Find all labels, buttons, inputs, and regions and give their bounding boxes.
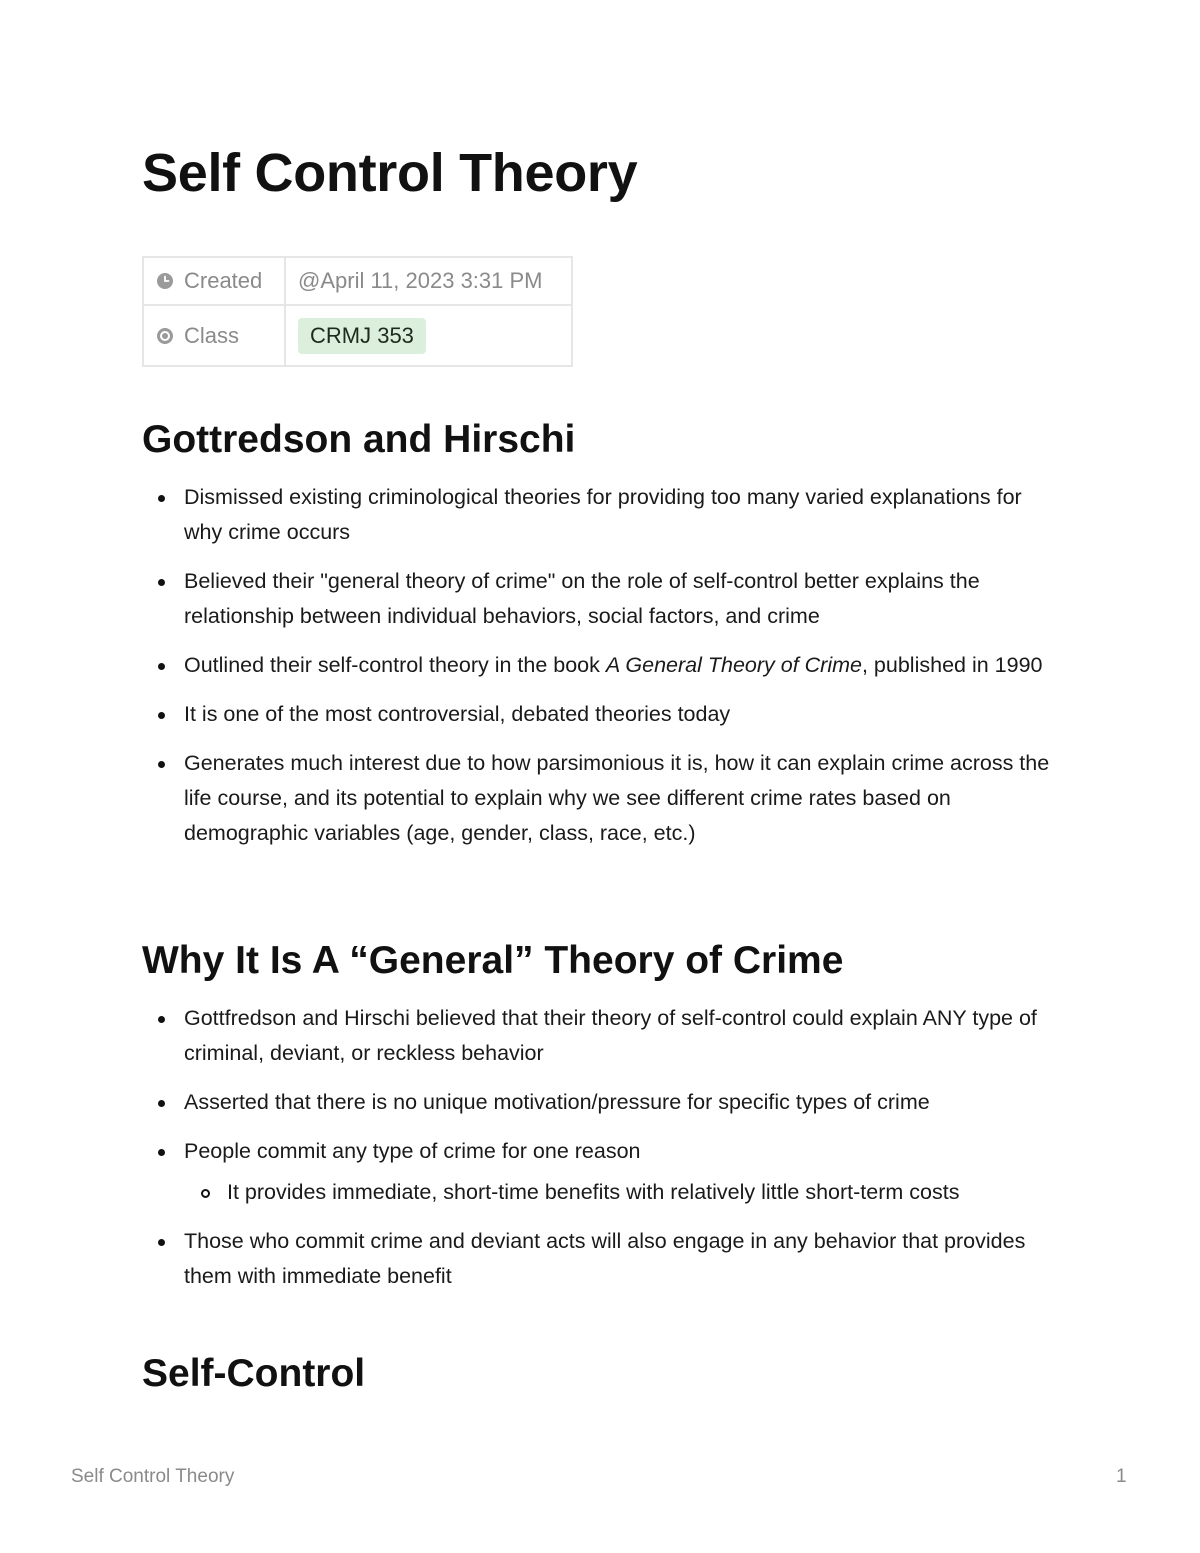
list-item: People commit any type of crime for one reason <box>142 1134 1062 1169</box>
sub-list-item: It provides immediate, short-time benefits with relatively little short-term costs <box>142 1175 1062 1210</box>
book-title: A General Theory of Crime <box>605 653 862 677</box>
property-key-class <box>143 305 285 366</box>
list-item-text: , published in 1990 <box>861 653 1043 677</box>
list-item: Gottfredson and Hirschi believed that their theory of self-control could explain ANY type of criminal, deviant, or reckless behavior <box>142 1001 1062 1071</box>
section-heading-gottredson: Gottredson and Hirschi <box>142 418 576 461</box>
gottredson-bullet-list <box>142 480 1062 865</box>
list-item: Dismissed existing criminological theories for providing too many varied explanations for why crime occurs <box>142 480 1062 550</box>
created-date: @April 11, 2023 3:31 PM <box>298 268 543 293</box>
property-row-created <box>143 257 572 305</box>
list-item: Generates much interest due to how parsimonious it is, how it can explain crime across the life course, and its potential to explain why we see different crime rates based on demographic variables (age, gender, class, race, etc.) <box>142 746 1062 851</box>
list-item: Believed their "general theory of crime" on the role of self-control better explains the relationship between individual behaviors, social factors, and crime <box>142 564 1062 634</box>
property-row-class <box>143 305 572 366</box>
target-icon <box>156 327 174 345</box>
list-item <box>142 648 1062 683</box>
clock-icon <box>156 272 174 290</box>
page-title: Self Control Theory <box>142 143 638 203</box>
general-theory-bullet-list <box>142 1001 1062 1308</box>
class-label: Class <box>184 322 240 348</box>
property-value-class[interactable] <box>285 305 572 366</box>
section-heading-self-control: Self-Control <box>142 1352 366 1395</box>
section-heading-general-theory: Why It Is A “General” Theory of Crime <box>142 939 844 982</box>
property-key-created <box>143 257 285 305</box>
list-item: Those who commit crime and deviant acts will also engage in any behavior that provides them with immediate benefit <box>142 1224 1062 1294</box>
created-label: Created <box>184 268 263 293</box>
list-item-text: Outlined their self-control theory in the book <box>184 653 606 677</box>
footer-page-number: 1 <box>1116 1466 1127 1487</box>
properties-table <box>142 256 573 367</box>
property-value-created[interactable] <box>285 257 572 305</box>
footer-doc-name: Self Control Theory <box>71 1466 235 1487</box>
class-tag[interactable]: CRMJ 353 <box>298 318 426 354</box>
list-item: Asserted that there is no unique motivation/pressure for specific types of crime <box>142 1085 1062 1120</box>
list-item: It is one of the most controversial, debated theories today <box>142 697 1062 732</box>
